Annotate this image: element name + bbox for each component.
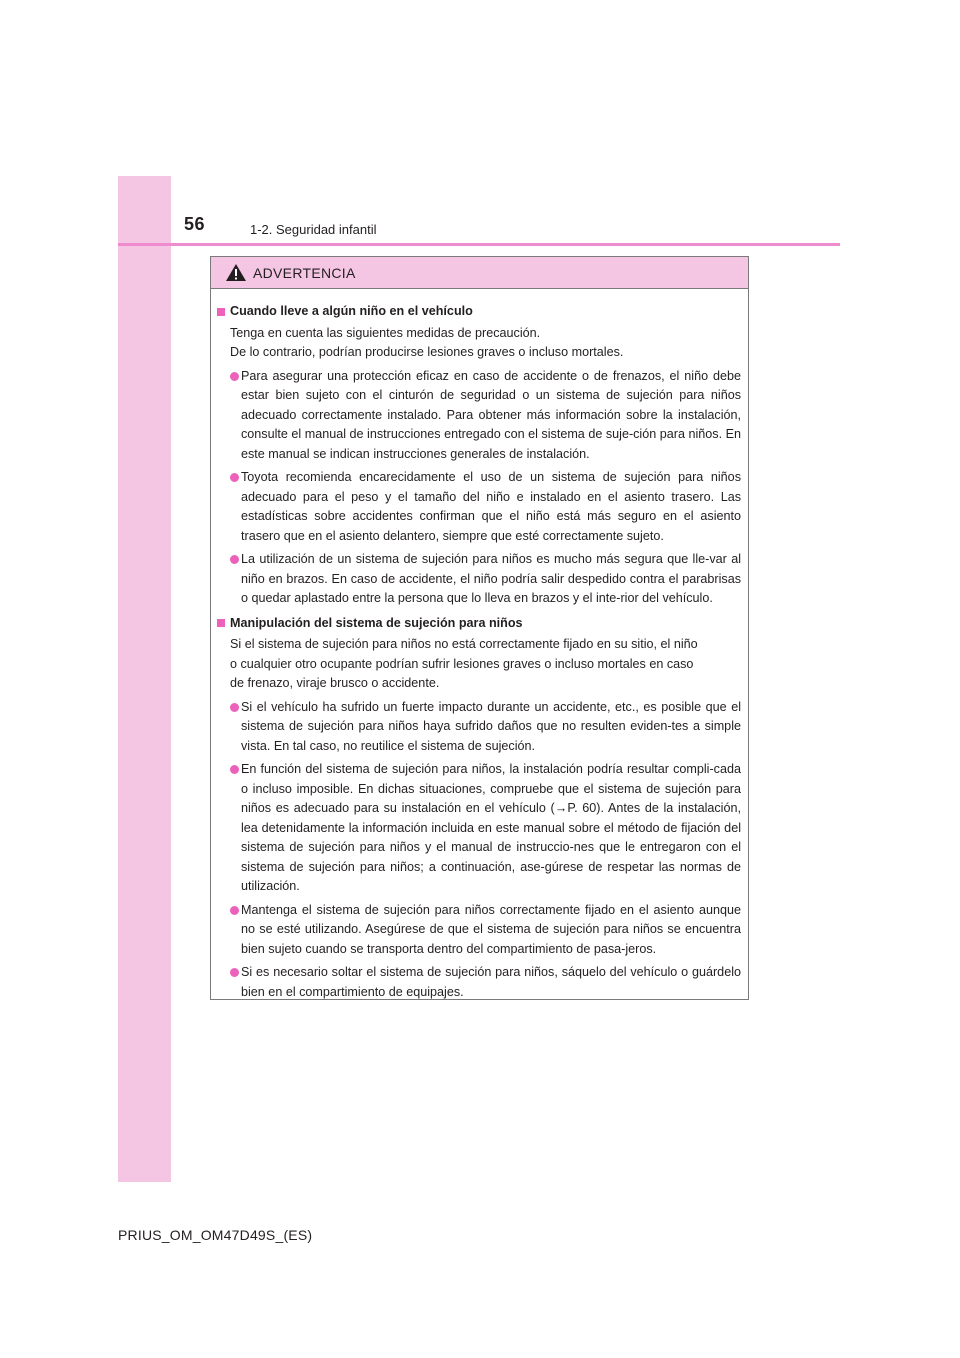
document-code: PRIUS_OM_OM47D49S_(ES) [118, 1227, 313, 1243]
intro-line: o cualquier otro ocupante podrían sufrir lesiones graves o incluso mortales en caso [230, 656, 694, 671]
bullet-text: En función del sistema de sujeción para niños, la instalación podría resultar compli-cada o incluso imposible. En dichas situaciones, compruebe que el sistema de sujeción para niños es adecuado para su instalación en el vehículo (→P. 60). Antes de la instalación, lea detenidamente la información incluida en este manual sobre el método de fijación del sistema de sujeción para niños y el manual de instruccio-nes que le entregaron con el sistema de sujeción para niños; a continuación, ase-gúrese de respetar las normas de utilización. [241, 762, 741, 893]
bullet-item [217, 698, 741, 757]
round-bullet-icon [230, 703, 239, 712]
bullet-item [217, 963, 741, 1002]
warning-header [211, 257, 748, 289]
round-bullet-icon [230, 968, 239, 977]
warning-triangle-icon [225, 263, 247, 282]
page-number: 56 [184, 214, 206, 234]
header-rule [118, 243, 840, 246]
bullet-text: Toyota recomienda encarecidamente el uso de un sistema de sujeción para niños adecuado para el peso y el tamaño del niño e instalado en el asiento trasero. Las estadísticas sobre accidentes confirman que el niño está más seguro en el asiento trasero que en el asiento delantero, siempre que esté correctamente sujeto. [241, 470, 741, 543]
round-bullet-icon [230, 372, 239, 381]
bullet-item [217, 760, 741, 897]
intro-line: Tenga en cuenta las siguientes medidas de precaución. [230, 325, 541, 340]
bullet-item [217, 468, 741, 546]
warning-label: ADVERTENCIA [253, 264, 356, 281]
bullet-text: Mantenga el sistema de sujeción para niños correctamente fijado en el asiento aunque no se esté utilizando. Asegúrese de que el sistema de sujeción para niños se encuentra bien sujeto cuando se transporta dentro del compartimiento de pasa-jeros. [241, 902, 741, 956]
bullet-text: Si es necesario soltar el sistema de sujeción para niños, sáquelo del vehículo o guárdelo bien en el compartimiento de equipajes. [241, 965, 741, 999]
section-heading [217, 614, 741, 634]
warning-body [211, 289, 748, 1002]
bullet-text: Si el vehículo ha sufrido un fuerte impacto durante un accidente, etc., es posible que el sistema de sujeción para niños haya sufrido daños que no resulten eviden-tes a simple vista. En tal caso, no reutilice el sistema de sujeción. [241, 699, 741, 753]
bullet-item [217, 901, 741, 960]
bullet-item [217, 367, 741, 465]
bullet-item [217, 550, 741, 609]
warning-box [210, 256, 749, 1000]
round-bullet-icon [230, 473, 239, 482]
intro-line: De lo contrario, podrían producirse lesiones graves o incluso mortales. [230, 345, 624, 359]
intro-line: de frenazo, viraje brusco o accidente. [230, 676, 440, 690]
side-color-band [118, 176, 171, 1182]
round-bullet-icon [230, 906, 239, 915]
section-heading-text: Manipulación del sistema de sujeción para niños [230, 615, 523, 630]
round-bullet-icon [230, 555, 239, 564]
intro-line: Si el sistema de sujeción para niños no está correctamente fijado en su sitio, el niño [230, 637, 698, 651]
section-title: 1-2. Seguridad infantil [250, 222, 377, 237]
bullet-text: Para asegurar una protección eficaz en caso de accidente o de frenazos, el niño debe estar bien sujeto con el cinturón de seguridad o un sistema de sujeción para niños adecuado correctamente instalado. Para obtener más información sobre la instalación, consulte el manual de instrucciones entregado con el sistema de suje-ción para niños. En este manual se indican instrucciones generales de instalación. [241, 368, 741, 461]
square-bullet-icon [217, 619, 225, 627]
section-heading-text: Cuando lleve a algún niño en el vehículo [230, 304, 473, 318]
square-bullet-icon [217, 308, 225, 316]
round-bullet-icon [230, 765, 239, 774]
bullet-text: La utilización de un sistema de sujeción para niños es mucho más segura que lle-var al niño en brazos. En caso de accidente, el niño podría salir despedido contra el parabrisas o quedar aplastado entre la persona que lo lleva en brazos y el inte-rior del vehículo. [241, 552, 741, 605]
section-heading [217, 302, 741, 322]
